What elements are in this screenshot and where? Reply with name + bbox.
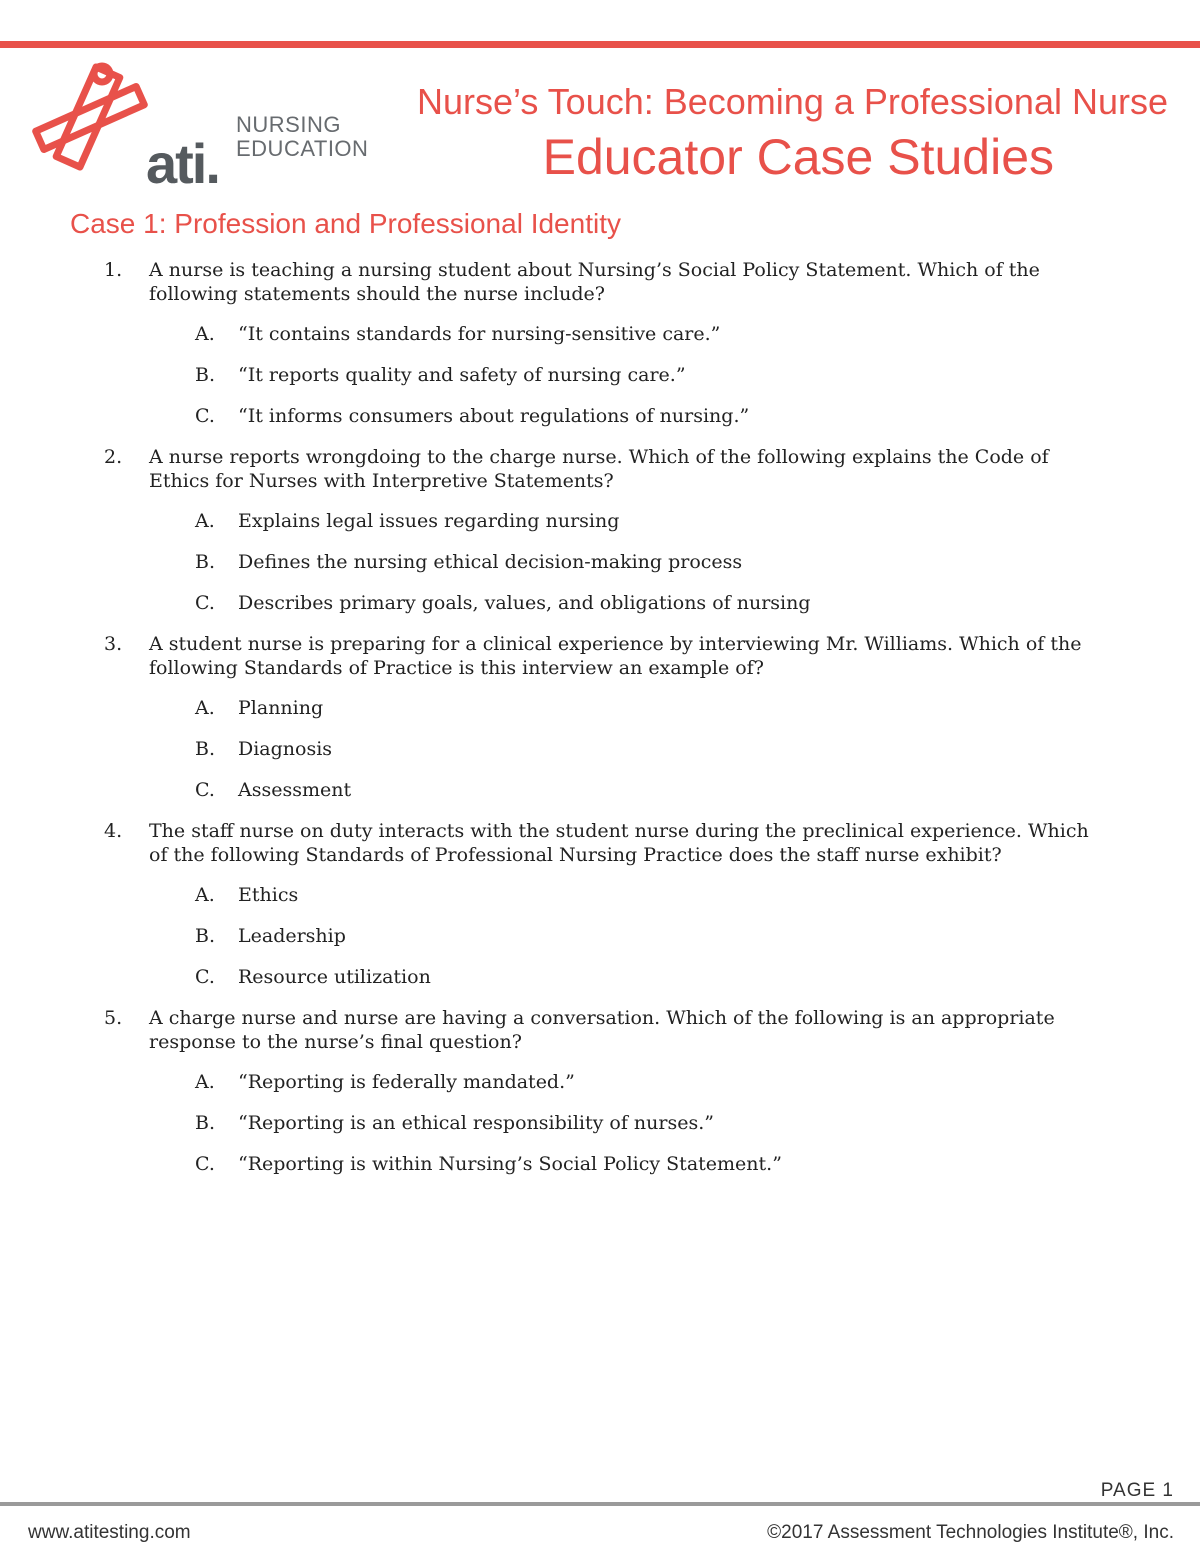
question-4: [104, 819, 1104, 989]
ati-logo: [30, 62, 369, 195]
question-text: The staff nurse on duty interacts with the student nurse during the preclinical experience. Which of the following Standards of Professional Nursing Practice does the staff nurse exhibit?: [149, 820, 1089, 866]
option-item: [104, 1111, 1104, 1135]
option-list: [104, 1070, 1104, 1176]
option-item: [104, 322, 1104, 346]
option-item: [104, 965, 1104, 989]
question-text: A student nurse is preparing for a clinical experience by interviewing Mr. Williams. Which of the following Standards of Practice is this interview an example of?: [149, 633, 1082, 679]
option-text: “It contains standards for nursing-sensitive care.”: [238, 323, 721, 345]
question-2: [104, 445, 1104, 615]
option-text: “Reporting is federally mandated.”: [238, 1071, 575, 1093]
top-accent-rule: [0, 41, 1200, 48]
option-item: [104, 363, 1104, 387]
option-item: [104, 737, 1104, 761]
option-item: [104, 550, 1104, 574]
question-list: [104, 258, 1104, 1193]
option-letter: C.: [195, 405, 215, 427]
option-letter: A.: [195, 1071, 215, 1093]
option-letter: A.: [195, 510, 215, 532]
option-item: [104, 883, 1104, 907]
document-title: Nurse’s Touch: Becoming a Professional Nurse: [416, 81, 1168, 122]
option-letter: B.: [195, 738, 216, 760]
option-text: “It reports quality and safety of nursing care.”: [238, 364, 686, 386]
document-subtitle: Educator Case Studies: [542, 129, 1054, 185]
question-text: A charge nurse and nurse are having a conversation. Which of the following is an appropriate response to the nurse’s final question?: [149, 1007, 1055, 1053]
option-letter: B.: [195, 551, 216, 573]
footer-copyright: ©2017 Assessment Technologies Institute®, Inc.: [767, 1522, 1174, 1543]
option-item: [104, 509, 1104, 533]
question-number: 4.: [104, 820, 123, 842]
option-letter: B.: [195, 1112, 216, 1134]
option-text: Assessment: [238, 779, 352, 801]
footer-website: www.atitesting.com: [28, 1522, 191, 1543]
logo-text-nursing: NURSING: [236, 112, 341, 137]
option-letter: A.: [195, 884, 215, 906]
option-text: Resource utilization: [238, 966, 431, 988]
option-item: [104, 924, 1104, 948]
option-letter: A.: [195, 697, 215, 719]
option-text: Describes primary goals, values, and obligations of nursing: [238, 592, 811, 614]
option-letter: A.: [195, 323, 215, 345]
option-text: Ethics: [238, 884, 299, 906]
option-letter: C.: [195, 1153, 215, 1175]
option-text: Planning: [238, 697, 324, 719]
question-text: A nurse reports wrongdoing to the charge nurse. Which of the following explains the Code of Ethics for Nurses with Interpretive Statements?: [149, 446, 1049, 492]
option-item: [104, 591, 1104, 615]
option-text: Explains legal issues regarding nursing: [238, 510, 620, 532]
option-letter: C.: [195, 779, 215, 801]
option-letter: B.: [195, 364, 216, 386]
footer-rule: [0, 1502, 1200, 1506]
option-item: [104, 696, 1104, 720]
question-3: [104, 632, 1104, 802]
option-text: “Reporting is an ethical responsibility of nurses.”: [238, 1112, 714, 1134]
logo-wordmark: ati.: [146, 132, 219, 195]
option-item: [104, 404, 1104, 428]
case-title: Case 1: Profession and Professional Identity: [70, 208, 621, 239]
question-number: 5.: [104, 1007, 123, 1029]
option-list: [104, 883, 1104, 989]
question-5: [104, 1006, 1104, 1176]
ati-cross-figure-icon: [30, 62, 150, 172]
question-1: [104, 258, 1104, 428]
option-list: [104, 509, 1104, 615]
option-letter: C.: [195, 592, 215, 614]
question-text: A nurse is teaching a nursing student about Nursing’s Social Policy Statement. Which of the following statements should the nurse include?: [149, 259, 1040, 305]
option-text: “Reporting is within Nursing’s Social Policy Statement.”: [238, 1153, 782, 1175]
page-number: PAGE 1: [1100, 1480, 1174, 1501]
option-text: Defines the nursing ethical decision-making process: [238, 551, 743, 573]
question-number: 1.: [104, 259, 123, 281]
option-letter: B.: [195, 925, 216, 947]
option-item: [104, 778, 1104, 802]
option-text: Leadership: [238, 925, 346, 947]
option-text: “It informs consumers about regulations of nursing.”: [238, 405, 750, 427]
option-list: [104, 696, 1104, 802]
option-item: [104, 1152, 1104, 1176]
option-text: Diagnosis: [238, 738, 333, 760]
question-number: 3.: [104, 633, 123, 655]
logo-text-education: EDUCATION: [236, 136, 369, 161]
option-item: [104, 1070, 1104, 1094]
option-list: [104, 322, 1104, 428]
question-number: 2.: [104, 446, 123, 468]
option-letter: C.: [195, 966, 215, 988]
